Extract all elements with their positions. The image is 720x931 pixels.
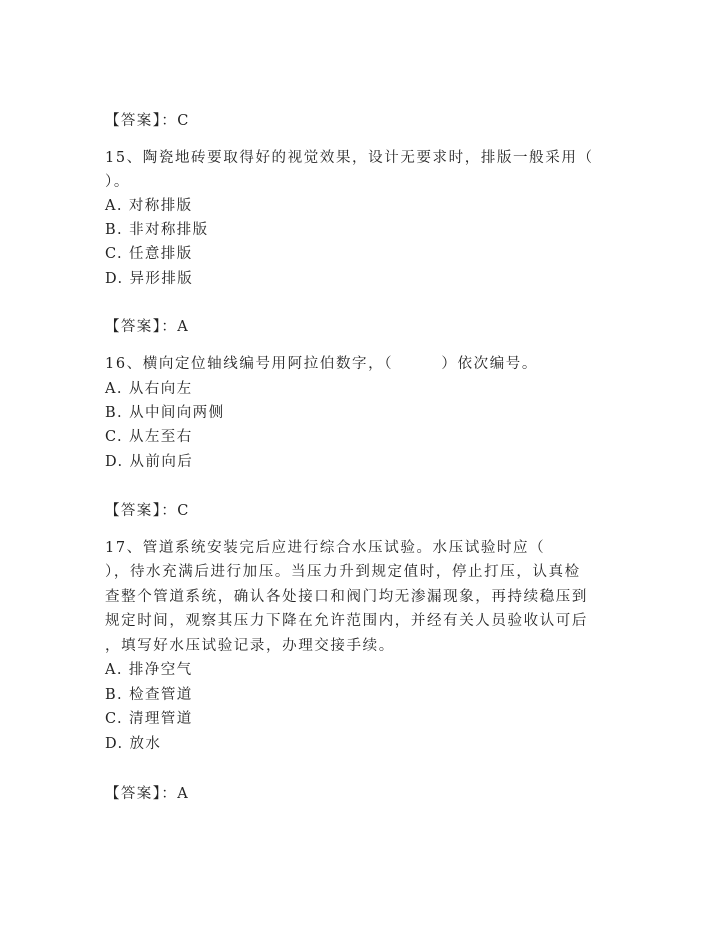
question-17-text-line-3: 查整个管道系统，确认各处接口和阀门均无渗漏现象，再持续稳压到 xyxy=(105,589,588,605)
question-15-option-d: D. 异形排版 xyxy=(105,271,194,287)
question-17-text-line-4: 规定时间，观察其压力下降在允许范围内，并经有关人员验收认可后 xyxy=(105,613,588,629)
answer-q15: 【答案】：A xyxy=(105,319,190,335)
question-16-option-c: C. 从左至右 xyxy=(105,429,193,445)
question-17-text-line-5: ，填写好水压试验记录，办理交接手续。 xyxy=(105,638,395,654)
question-17-option-a: A. 排净空气 xyxy=(105,662,193,678)
question-15-option-b: B. 非对称排版 xyxy=(105,222,209,238)
question-16-option-b: B. 从中间向两侧 xyxy=(105,405,225,421)
question-17-option-d: D. 放水 xyxy=(105,736,162,752)
answer-q14: 【答案】：C xyxy=(105,113,190,129)
question-17-option-c: C. 清理管道 xyxy=(105,711,193,727)
question-17-text-line-1: 17、管道系统安装完后应进行综合水压试验。水压试验时应（ xyxy=(105,540,546,556)
question-15-text-line-2: ）。 xyxy=(105,174,130,190)
question-17-option-b: B. 检查管道 xyxy=(105,687,193,703)
answer-q17: 【答案】：A xyxy=(105,786,190,802)
question-16-option-d: D. 从前向后 xyxy=(105,454,194,470)
question-15-option-c: C. 任意排版 xyxy=(105,246,193,262)
question-15-text-line-1: 15、陶瓷地砖要取得好的视觉效果，设计无要求时，排版一般采用（ xyxy=(105,150,594,166)
answer-q16: 【答案】：C xyxy=(105,503,190,519)
question-16-text-line-1: 16、横向定位轴线编号用阿拉伯数字，（ ）依次编号。 xyxy=(105,356,538,372)
question-15-option-a: A. 对称排版 xyxy=(105,198,193,214)
question-17-text-line-2: ），待水充满后进行加压。当压力升到规定值时，停止打压，认真检 xyxy=(105,564,581,580)
question-16-option-a: A. 从右向左 xyxy=(105,381,193,397)
